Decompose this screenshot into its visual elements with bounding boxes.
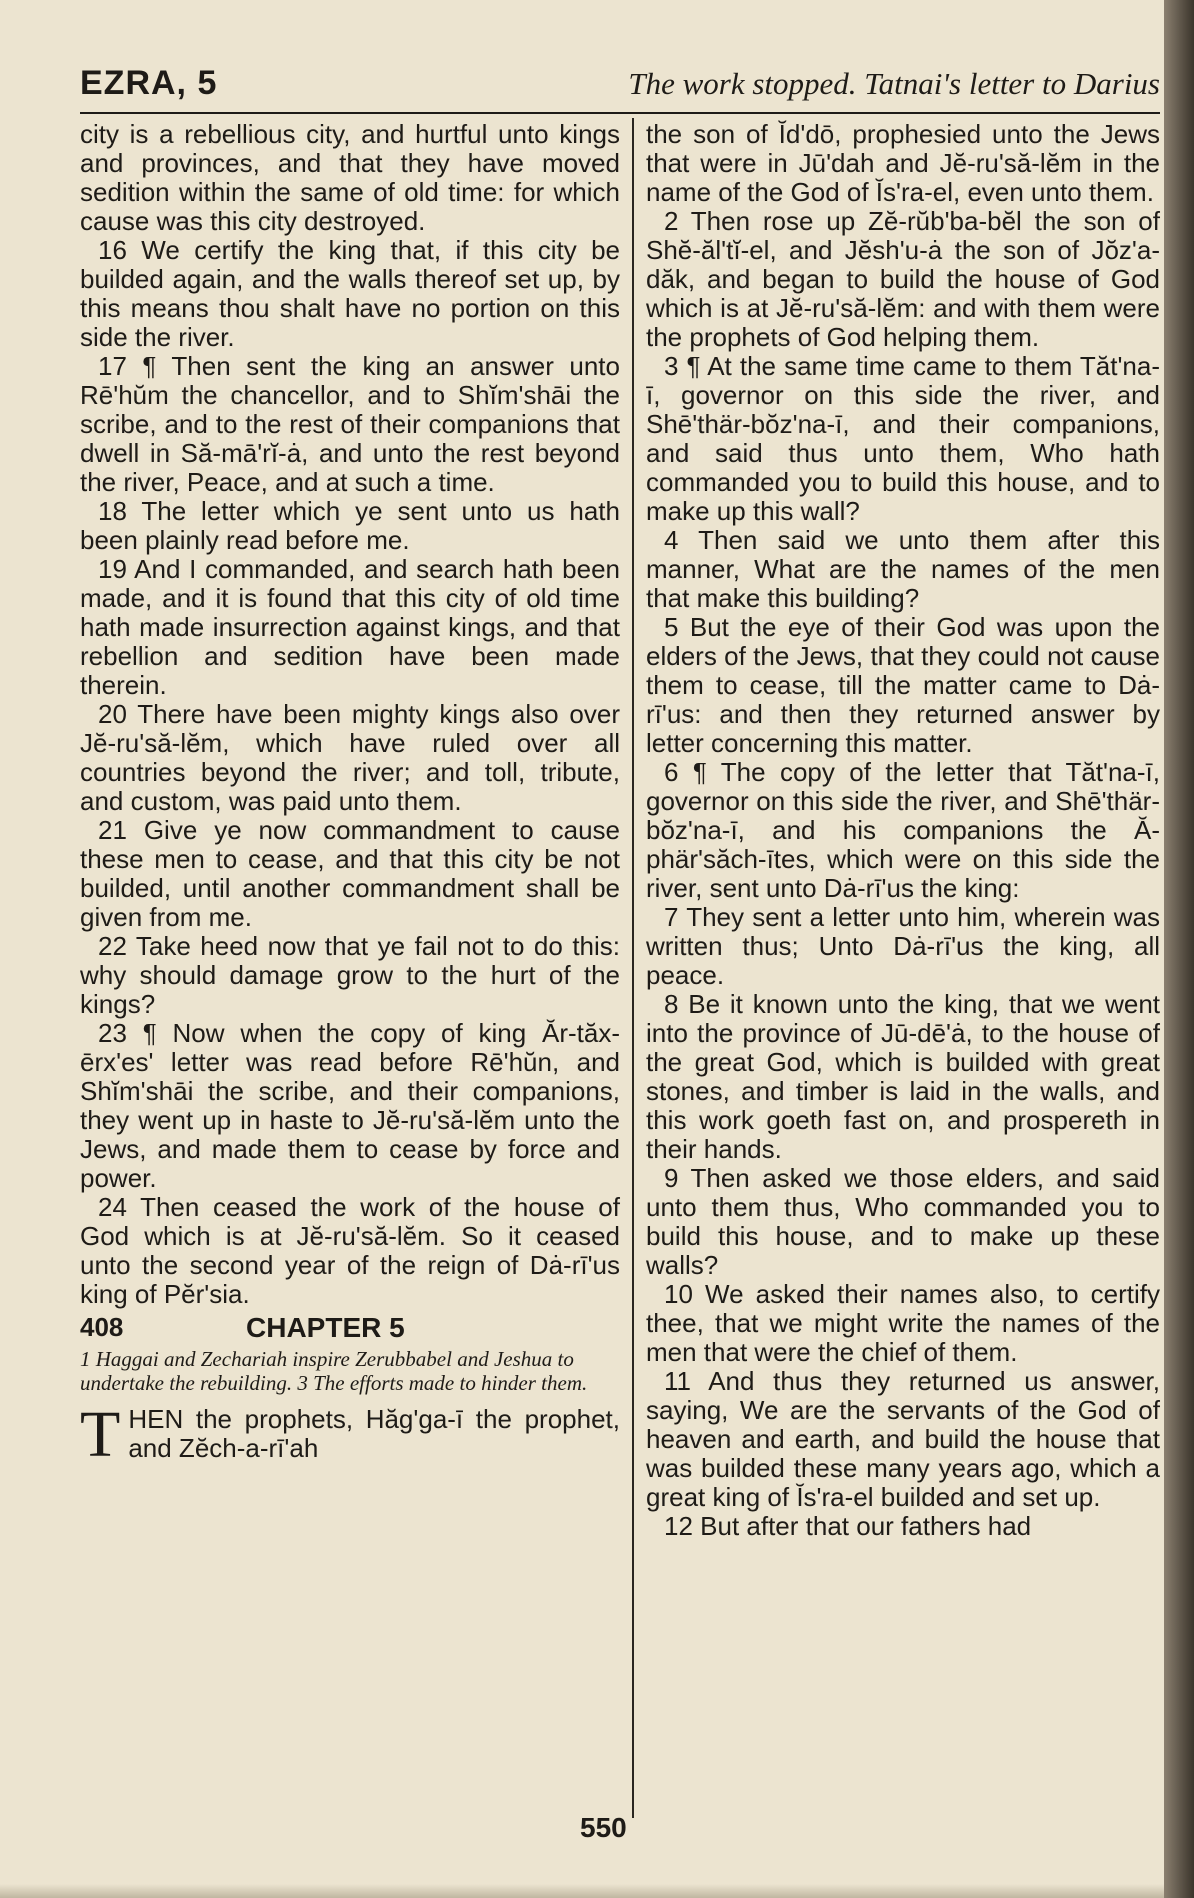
verse-19: 19 And I commanded, and search hath been made, and it is found that this city of old time hath made insurrection against kings, and that rebellion and sedition have been made therein. — [80, 554, 620, 700]
chapter-summary: 1 Haggai and Zechariah inspire Zerubbabel and Jeshua to undertake the rebuilding. 3 The efforts made to hinder them. — [80, 1347, 588, 1395]
verse-4: 4 Then said we unto them after this manner, What are the names of the men that make this building? — [646, 525, 1160, 613]
header-rule — [80, 112, 1160, 114]
verse-9: 9 Then asked we those elders, and said unto them thus, Who commanded you to build this house, and to make up these walls? — [646, 1163, 1160, 1280]
verse-23: 23 ¶ Now when the copy of king Ăr-tăx-ērx'es' letter was read before Rē'hŭn, and Shĭm'shāi the scribe, and their companions, they went up in haste to Jĕ-ru'să-lĕm unto the Jews, and made them to cease by force and power. — [80, 1018, 620, 1193]
book-edge-shadow — [1164, 0, 1194, 1898]
verse-6: 6 ¶ The copy of the letter that Tăt'na-ī, governor on this side the river, and Shē'thär-bŏz'na-ī, and his companions the Ă-phär'săch-ītes, which were on this side the river, sent unto Dȧ-rī'us the king: — [646, 757, 1160, 903]
verse-18: 18 The letter which ye sent unto us hath been plainly read before me. — [80, 496, 620, 555]
verse-2: 2 Then rose up Zĕ-rŭb'ba-bĕl the son of Shĕ-ăl'tĭ-el, and Jĕsh'u-ȧ the son of Jŏz'a-dăk, and began to build the house of God which is at Jĕ-ru'să-lĕm: and with them were the prophets of God helping them. — [646, 206, 1160, 352]
verse-11: 11 And thus they returned us answer, saying, We are the servants of the God of heaven and earth, and build the house that was builded these many years ago, which a great king of Ĭs'ra-el builded and set up. — [646, 1366, 1160, 1512]
book-chapter-title: EZRA, 5 — [80, 64, 218, 102]
verse-24: 24 Then ceased the work of the house of God which is at Jĕ-ru'să-lĕm. So it ceased unto the second year of the reign of Dȧ-rī'us king of Pĕr'sia. — [80, 1192, 620, 1309]
left-column — [80, 119, 620, 1471]
drop-cap: T — [80, 1398, 121, 1471]
opening-text: HEN the prophets, Hăg'ga-ī the prophet, and Zĕch-a-rī'ah — [128, 1404, 620, 1463]
verse-21: 21 Give ye now commandment to cause these men to cease, and that this city be not builded, until another commandment shall be given from me. — [80, 815, 620, 932]
running-title: The work stopped. Tatnai's letter to Darius — [628, 66, 1160, 101]
verse-5: 5 But the eye of their God was upon the elders of the Jews, that they could not cause them to cease, till the matter came to Dȧ-rī'us: and then they returned answer by letter concerning this matter. — [646, 612, 1160, 758]
right-column — [646, 120, 1160, 1541]
verse-8: 8 Be it known unto the king, that we went into the province of Jū-dē'ȧ, to the house of the great God, which is builded with great stones, and timber is laid in the walls, and this work goeth fast on, and prospereth in their hands. — [646, 989, 1160, 1164]
page-number: 550 — [580, 1812, 627, 1843]
verse-3: 3 ¶ At the same time came to them Tăt'na-ī, governor on this side the river, and Shē'thär-bŏz'na-ī, and their companions, and said thus unto them, Who hath commanded you to build this house, and to make up this wall? — [646, 351, 1160, 526]
verse-20: 20 There have been mighty kings also over Jĕ-ru'să-lĕm, which have ruled over all countries beyond the river; and toll, tribute, and custom, was paid unto them. — [80, 699, 620, 816]
chapter-heading-line — [80, 1313, 620, 1343]
chapter-heading: CHAPTER 5 — [246, 1312, 405, 1343]
verse-17: 17 ¶ Then sent the king an answer unto Rē'hŭm the chancellor, and to Shĭm'shāi the scribe, and to the rest of their companions that dwell in Să-mā'rĭ-ȧ, and unto the rest beyond the river, Peace, and at such a time. — [80, 351, 620, 497]
reference-number: 408 — [80, 1312, 124, 1342]
verse-10: 10 We asked their names also, to certify thee, that we might write the names of the men that were the chief of them. — [646, 1279, 1160, 1367]
verse-16: 16 We certify the king that, if this city be builded again, and the walls thereof set up, by this means thou shalt have no portion on this side the river. — [80, 235, 620, 352]
verse-15-continued: city is a rebellious city, and hurtful unto kings and provinces, and that they have moved sedition within the same of old time: for which cause was this city destroyed. — [80, 119, 620, 236]
verse-12: 12 But after that our fathers had — [664, 1511, 1032, 1541]
verse-1-continued: the son of Ĭd'dō, prophesied unto the Jews that were in Jū'dah and Jĕ-ru'să-lĕm in the name of the God of Ĭs'ra-el, even unto them. — [646, 119, 1160, 207]
chapter-opening — [80, 1398, 620, 1471]
verse-22: 22 Take heed now that ye fail not to do this: why should damage grow to the hurt of the kings? — [80, 931, 620, 1019]
page-header — [80, 60, 1160, 116]
page-bottom-shadow — [0, 1884, 1164, 1898]
column-divider — [632, 118, 634, 1818]
verse-7: 7 They sent a letter unto him, wherein was written thus; Unto Dȧ-rī'us the king, all peace. — [646, 902, 1160, 990]
